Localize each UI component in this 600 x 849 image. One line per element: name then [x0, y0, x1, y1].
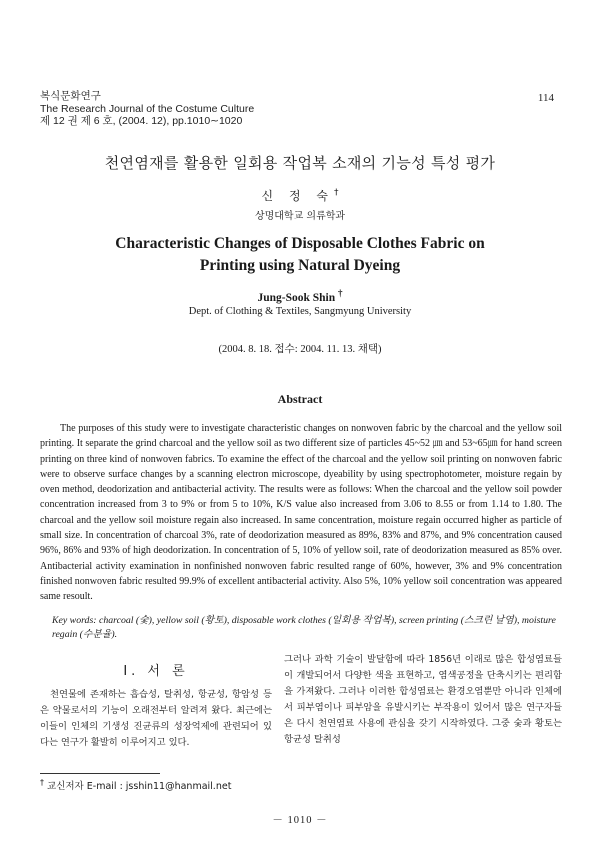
author-mark: †: [333, 188, 339, 198]
author-english-mark: †: [338, 288, 343, 298]
footnote-text: 교신저자 E-mail : jsshin11@hanmail.net: [47, 781, 232, 793]
author-korean-name: 신 정 숙: [261, 189, 334, 203]
keywords-label: Key words:: [52, 615, 97, 626]
author-korean: [0, 187, 600, 204]
intro-paragraph-left: [40, 687, 272, 751]
journal-name-en: The Research Journal of the Costume Culture: [40, 102, 255, 115]
author-english-name: Jung-Sook Shin: [257, 291, 336, 304]
affiliation-korean: 상명대학교 의류학과: [254, 211, 346, 222]
keywords-text: charcoal (숯), yellow soil (황토), disposable work clothes (일회용 작업복), screen printing (스크린 날염), moisture regain (수분율).: [52, 615, 556, 640]
author-english: [0, 288, 600, 304]
page-number-top: 114: [537, 92, 554, 104]
title-english-line2: Printing using Natural Dyeing: [199, 257, 401, 274]
title-korean: 천연염재를 활용한 일회용 작업복 소재의 기능성 특성 평가: [104, 154, 496, 172]
intro-left-text: 천연물에 존재하는 흡습성, 탈취성, 항균성, 항암성 등은 약물로서의 기능이 오래전부터 알려져 왔다. 최근에는 이들이 인체의 기생성 진균류의 성장억제에 관련되어 있다는 연구가 활발히 이루어지고 있다.: [40, 689, 272, 748]
title-english: [0, 233, 600, 277]
column-left: [40, 660, 272, 751]
abstract-heading: Abstract: [277, 392, 323, 406]
footnote-mark: †: [40, 778, 44, 787]
footnote-divider: [40, 773, 160, 774]
intro-paragraph-right: 그러나 과학 기술이 발달함에 따라 1856년 이래로 많은 합성염료들이 개발되어서 다양한 색을 표현하고, 염색공정을 단축시키는 편리함을 가져왔다. 그러나 이러한 합성염료는 환경오염뿐만 아니라 인체에서 피부염이나 피부암을 유발시키는 부작용이 있어서 많은 연구자들은 다시 천연염료 사용에 관심을 갖기 시작하였다. 그중 숯과 황토는 항균성 탈취성: [284, 654, 562, 745]
page-number-footer: － 1010 －: [272, 815, 328, 826]
title-english-line1: Characteristic Changes of Disposable Clothes Fabric on: [115, 235, 485, 252]
section-title-introduction: Ⅰ. 서 론: [123, 664, 189, 679]
column-right: [284, 652, 562, 748]
journal-citation: 제 12 권 제 6 호, (2004. 12), pp.1010∼1020: [40, 115, 243, 127]
journal-name-ko: 복식문화연구: [40, 90, 101, 102]
received-accepted-dates: (2004. 8. 18. 접수: 2004. 11. 13. 채택): [218, 344, 382, 355]
footnote: [40, 778, 231, 792]
abstract-body: The purposes of this study were to investigate characteristic changes on nonwoven fabric by the charcoal and the yellow soil printing. It separate the grind charcoal and the yellow soil as two different size of particles 45~52 ㎛ and 53~65㎛ for hand screen printing on three kind of nonwoven fabrics. To examine the effect of the charcoal and the yellow soil printing on nonwoven fabric were to observe surface changes by a scanning electron microscope, dyeability by using spectrophotometer, moisture regain by oven method, deodorization and antibacterial activity. The results were as follows: When the charcoal and the yellow soil powder concentration increased from 3 to 9% or from 5 to 10%, K/S value also increased from 3.06 to 8.55 or from 1.14 to 1.80. The charcoal and the yellow soil moisture regain also increased. In same concentration, moisture regain occurred higher as particle of small size. In concentration of charcoal 3%, rate of deodorization measured as 89%, 83% and 87%, and 9% concentration caused 96%, 86% and 93% of high deodorization. In concentration of 5, 10% of yellow soil, rate of deodorization measured as 85% over. Antibacterial activity examination in nonfinished nonwoven fabric resulted range of 60%, however, 3% and 9% concentration finished nonwoven fabric resulted 99.9% of excellent antibacterial activity. Also 5%, 10% yellow soil concentration was appeared same resoult.: [40, 423, 562, 603]
affiliation-english: Dept. of Clothing & Textiles, Sangmyung University: [188, 306, 412, 317]
keywords: [52, 614, 562, 642]
journal-header: [40, 90, 254, 128]
